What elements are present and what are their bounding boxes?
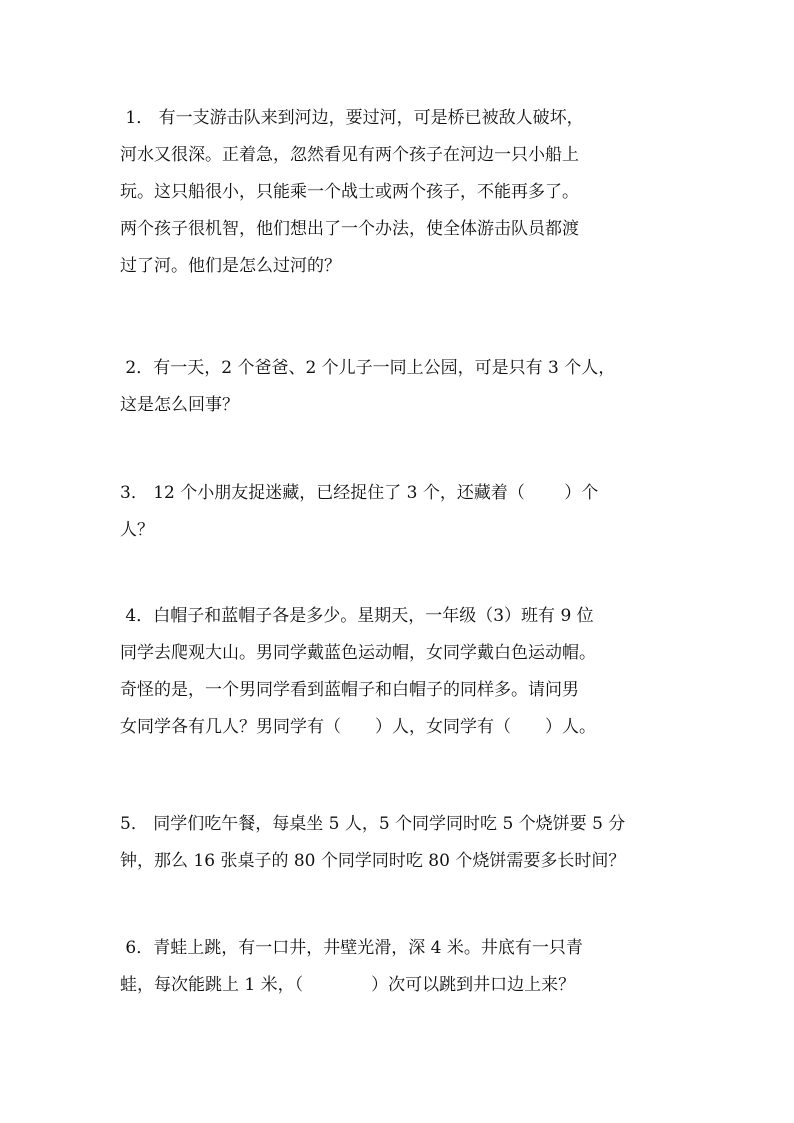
question-line: 3． 12 个小朋友捉迷藏，已经捉住了 3 个，还藏着（ ）个 bbox=[120, 483, 599, 503]
question-line: 5． 同学们吃午餐，每桌坐 5 人，5 个同学同时吃 5 个烧饼要 5 分 bbox=[120, 814, 626, 834]
question-line: 蛙，每次能跳上 1 米，（ ）次可以跳到井口边上来？ bbox=[120, 975, 576, 995]
question-6 bbox=[120, 930, 680, 1004]
question-line: 6．青蛙上跳，有一口井，井壁光滑，深 4 米。井底有一只青 bbox=[120, 938, 583, 958]
question-4 bbox=[120, 598, 680, 746]
question-line: 人？ bbox=[120, 520, 154, 540]
question-line: 女同学各有几人？男同学有（ ）人，女同学有（ ）人。 bbox=[120, 717, 596, 737]
question-line: 河水又很深。正着急，忽然看见有两个孩子在河边一只小船上 bbox=[120, 145, 579, 165]
question-line: 2．有一天，2 个爸爸、2 个儿子一同上公园，可是只有 3 个人， bbox=[120, 358, 616, 378]
question-1 bbox=[120, 100, 680, 285]
question-line: 这是怎么回事？ bbox=[120, 395, 239, 415]
question-3 bbox=[120, 475, 680, 549]
question-line: 4．白帽子和蓝帽子各是多少。星期天，一年级（3）班有 9 位 bbox=[120, 606, 594, 626]
question-2 bbox=[120, 350, 680, 424]
question-line: 过了河。他们是怎么过河的？ bbox=[120, 256, 341, 276]
question-line: 1． 有一支游击队来到河边，要过河，可是桥已被敌人破坏， bbox=[120, 108, 584, 128]
question-line: 玩。这只船很小，只能乘一个战士或两个孩子，不能再多了。 bbox=[120, 182, 579, 202]
question-line: 同学去爬观大山。男同学戴蓝色运动帽，女同学戴白色运动帽。 bbox=[120, 643, 596, 663]
question-5 bbox=[120, 806, 680, 880]
question-line: 奇怪的是，一个男同学看到蓝帽子和白帽子的同样多。请问男 bbox=[120, 680, 579, 700]
question-line: 钟，那么 16 张桌子的 80 个同学同时吃 80 个烧饼需要多长时间？ bbox=[120, 851, 626, 871]
question-line: 两个孩子很机智，他们想出了一个办法，使全体游击队员都渡 bbox=[120, 219, 579, 239]
